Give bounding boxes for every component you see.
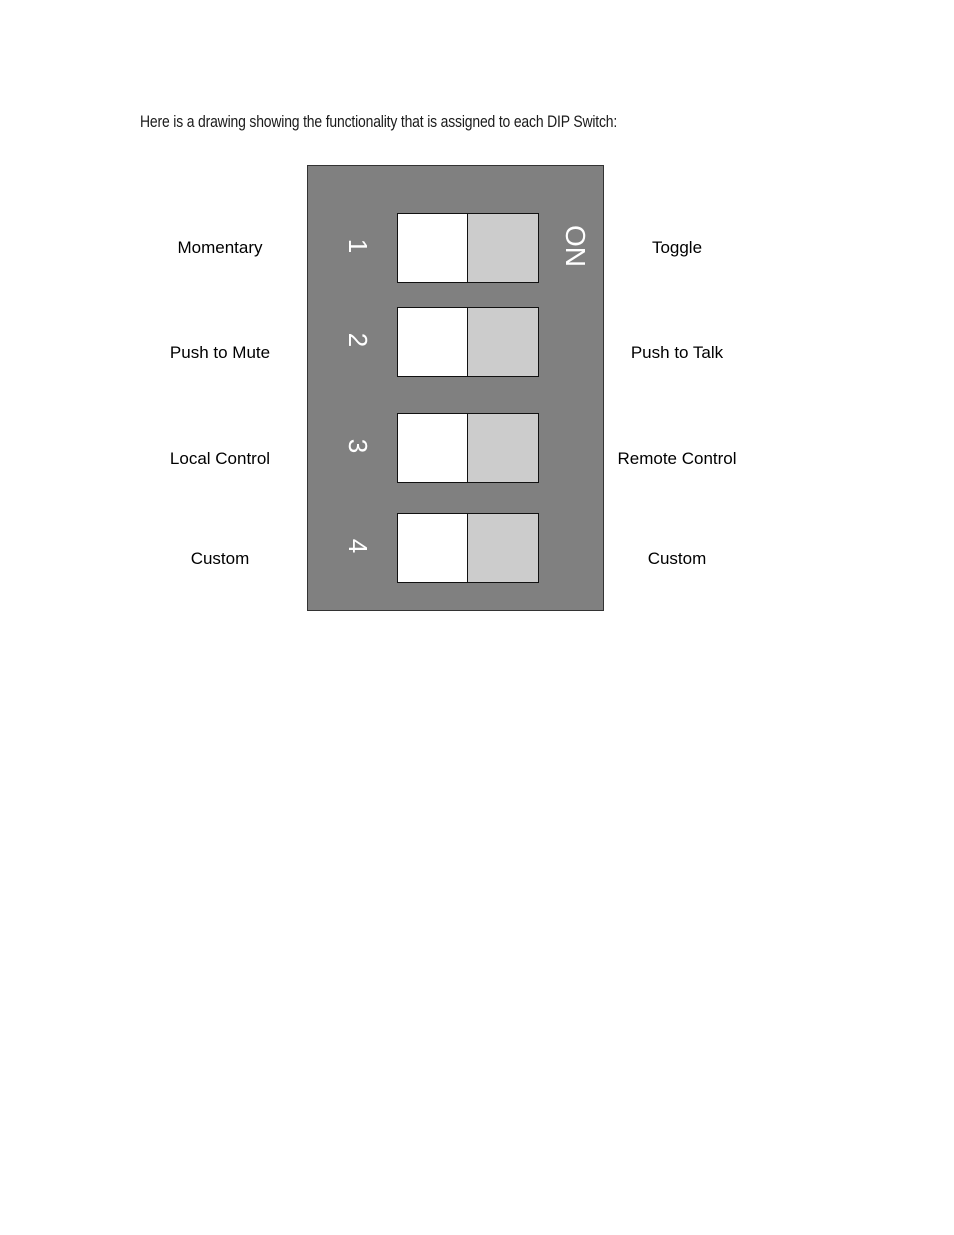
switch-1-off-half: [398, 214, 468, 282]
dip-switch-1: [397, 213, 539, 283]
switch-2-number: 2: [343, 332, 373, 348]
switch-2-on-half: [468, 308, 538, 376]
switch-1-off-label: Momentary: [177, 238, 263, 257]
switch-3-on-label: Remote Control: [605, 449, 749, 469]
switch-3-off-label: Local Control: [169, 449, 271, 468]
switch-1-on-label: Toggle: [651, 238, 703, 257]
switch-2-off-label: Push to Mute: [169, 343, 271, 362]
switch-4-off-label: Custom: [190, 549, 250, 568]
switch-4-on-half: [468, 514, 538, 582]
switch-4-number: 4: [343, 538, 373, 554]
switch-4-on-label: Custom: [647, 549, 707, 568]
switch-2-off-half: [398, 308, 468, 376]
switch-3-number: 3: [343, 438, 373, 454]
dip-switch-2: [397, 307, 539, 377]
switch-1-number: 1: [343, 238, 373, 254]
intro-text: Here is a drawing showing the functionality that is assigned to each DIP Switch:: [140, 112, 618, 131]
switch-3-on-half: [468, 414, 538, 482]
switch-3-off-half: [398, 414, 468, 482]
switch-1-on-half: [468, 214, 538, 282]
switch-4-off-half: [398, 514, 468, 582]
switch-2-on-label: Push to Talk: [630, 343, 724, 362]
on-label: ON: [560, 225, 591, 267]
dip-switch-3: [397, 413, 539, 483]
dip-switch-4: [397, 513, 539, 583]
